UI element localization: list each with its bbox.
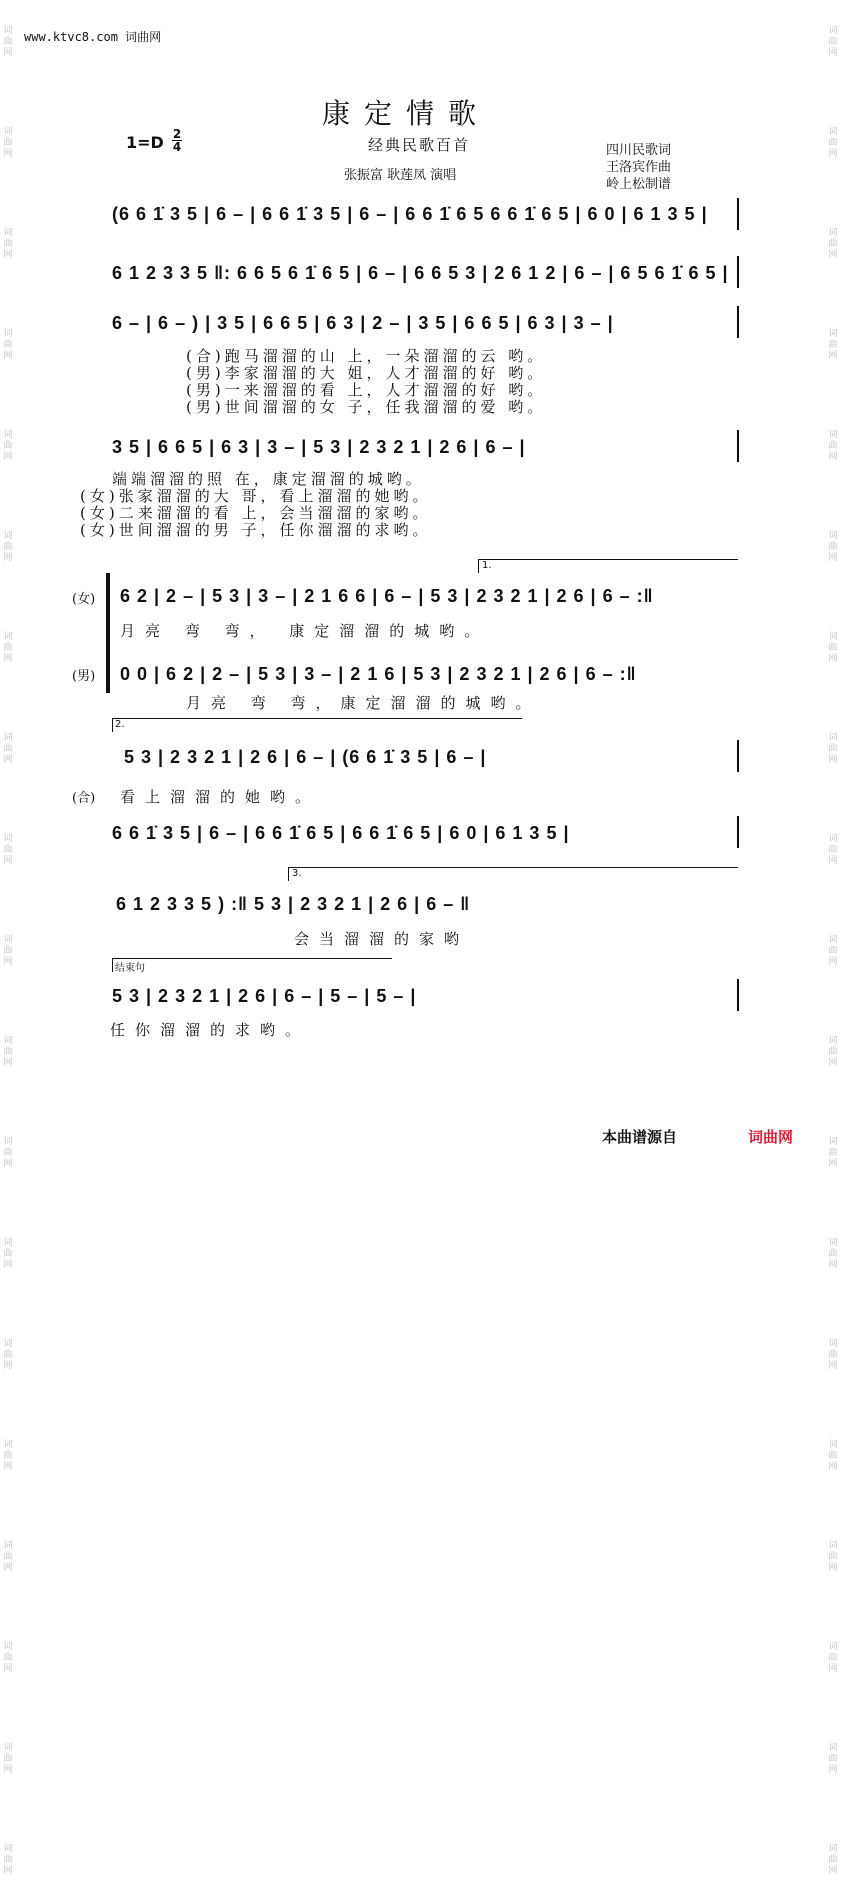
watermark-text: 词 曲 网 [828, 1137, 838, 1169]
watermark-text: 词 曲 网 [828, 127, 838, 159]
watermark-text: 词 曲 网 [3, 1541, 13, 1573]
brand-logo[interactable]: 词曲网 [748, 1129, 794, 1146]
watermark-text: 词 曲 网 [3, 1339, 13, 1371]
volta-bracket-1 [478, 559, 738, 560]
watermark-text: 词 曲 网 [3, 632, 13, 664]
verse-line: (女)张家溜溜的大 哥，看上溜溜的她哟。 [80, 487, 432, 505]
credits [606, 142, 671, 193]
volta-1: 1. [482, 560, 492, 571]
watermark-text: 词 曲 网 [828, 834, 838, 866]
barline [737, 306, 739, 338]
credit-lyrics: 四川民歌词 [606, 143, 672, 158]
watermark-text: 词 曲 网 [3, 329, 13, 361]
volta-bracket-3 [288, 867, 738, 868]
female-lyrics: 月亮 弯 弯， 康定溜溜的城哟。 [120, 622, 490, 640]
volta-2: 2. [115, 719, 125, 730]
female-notes: 6 2 | 2 – | 5 3 | 3 – | 2 1 6 6 | 6 – | 5 3 | 2 3 2 1 | 2 6 | 6 – :‖ [120, 586, 654, 606]
watermark-text: 词 曲 网 [3, 1642, 13, 1674]
watermark-text: 词 曲 网 [828, 1036, 838, 1068]
key-signature [126, 133, 164, 152]
score-line-5: 5 3 | 2 3 2 1 | 2 6 | 6 – | (6 6 1̇ 3 5 | 6 – | [124, 747, 487, 767]
watermark-text: 词 曲 网 [828, 733, 838, 765]
score-line-1: (6 6 1̇ 3 5 | 6 – | 6 6 1̇ 3 5 | 6 – | 6 6 1̇ 6 5 6 6 1̇ 6 5 | 6 0 | 6 1 3 5 | [112, 204, 708, 224]
time-signature [172, 128, 182, 153]
source-label: 本曲谱源自 [602, 1129, 678, 1146]
watermark-text: 词 曲 网 [828, 531, 838, 563]
score-line-6: 6 6 1̇ 3 5 | 6 – | 6 6 1̇ 6 5 | 6 6 1̇ 6 5 | 6 0 | 6 1 3 5 | [112, 823, 570, 843]
watermark-text: 词 曲 网 [828, 1440, 838, 1472]
male-lyrics: 月亮 弯 弯，康定溜溜的城哟。 [186, 694, 541, 712]
credit-composer: 王洛宾作曲 [606, 160, 672, 175]
watermark-text: 词 曲 网 [828, 1642, 838, 1674]
performers: 张振富 耿莲凤 演唱 [344, 168, 457, 183]
male-notes: 0 0 | 6 2 | 2 – | 5 3 | 3 – | 2 1 6 | 5 3 | 2 3 2 1 | 2 6 | 6 – :‖ [120, 664, 637, 684]
watermark-left [1, 0, 15, 1888]
site-url[interactable]: www.ktvc8.com 词曲网 [24, 30, 162, 44]
watermark-text: 词 曲 网 [3, 430, 13, 462]
watermark-text: 词 曲 网 [3, 733, 13, 765]
watermark-text: 词 曲 网 [3, 531, 13, 563]
score-line-3: 6 – | 6 – ) | 3 5 | 6 6 5 | 6 3 | 2 – | 3 5 | 6 6 5 | 6 3 | 3 – | [112, 313, 614, 333]
ending-label: 结束句 [115, 963, 145, 974]
verse-line: (男)世间溜溜的女 子，任我溜溜的爱 哟。 [186, 398, 547, 416]
watermark-text: 词 曲 网 [828, 1238, 838, 1270]
watermark-text: 词 曲 网 [3, 127, 13, 159]
verse-line: (女)世间溜溜的男 子，任你溜溜的求哟。 [80, 521, 432, 539]
lyrics-line-7: 会当溜溜的家哟 [294, 930, 470, 948]
barline [737, 198, 739, 230]
watermark-text: 词 曲 网 [828, 1743, 838, 1775]
lyrics-line-5: 看上溜溜的她哟。 [120, 788, 321, 806]
watermark-text: 词 曲 网 [828, 228, 838, 260]
watermark-text: 词 曲 网 [3, 1238, 13, 1270]
volta-bracket-3-left [288, 867, 289, 881]
watermark-text: 词 曲 网 [828, 1844, 838, 1876]
barline [737, 256, 739, 288]
watermark-text: 词 曲 网 [3, 834, 13, 866]
lyrics-line-8: 任你溜溜的求哟。 [110, 1021, 311, 1039]
score-line-8: 5 3 | 2 3 2 1 | 2 6 | 6 – | 5 – | 5 – | [112, 986, 417, 1006]
volta-3: 3. [292, 868, 302, 879]
volta-bracket-2 [112, 718, 522, 719]
watermark-text: 词 曲 网 [3, 935, 13, 967]
subtitle: 经典民歌百首 [368, 136, 471, 154]
volta-bracket-1-left [478, 559, 479, 573]
score-line-2: 6 1 2 3 3 5 ‖: 6 6 5 6 1̇ 6 5 | 6 – | 6 6 5 3 | 2 6 1 2 | 6 – | 6 5 6 1̇ 6 5 | [112, 263, 729, 283]
score-line-7: 6 1 2 3 3 5 ) :‖ 5 3 | 2 3 2 1 | 2 6 | 6 – ‖ [116, 894, 471, 914]
watermark-text: 词 曲 网 [3, 1844, 13, 1876]
time-top: 2 [172, 127, 182, 141]
watermark-text: 词 曲 网 [828, 1541, 838, 1573]
male-label: (男) [72, 669, 96, 684]
barline [737, 816, 739, 848]
watermark-text: 词 曲 网 [3, 26, 13, 58]
ending-bracket-left [112, 958, 113, 972]
watermark-text: 词 曲 网 [828, 329, 838, 361]
watermark-text: 词 曲 网 [828, 430, 838, 462]
watermark-text: 词 曲 网 [3, 1137, 13, 1169]
ending-bracket [112, 958, 392, 959]
watermark-text: 词 曲 网 [828, 26, 838, 58]
system-bracket [106, 573, 110, 693]
key-text: 1=D [126, 133, 164, 152]
watermark-text: 词 曲 网 [3, 228, 13, 260]
chorus-label: (合) [72, 791, 96, 806]
watermark-text: 词 曲 网 [828, 1339, 838, 1371]
female-label: (女) [72, 592, 96, 607]
barline [737, 430, 739, 462]
volta-bracket-2-left [112, 718, 113, 732]
watermark-text: 词 曲 网 [3, 1440, 13, 1472]
barline [737, 979, 739, 1011]
barline [737, 740, 739, 772]
song-title: 康定情歌 [322, 97, 491, 130]
verse-2-block [80, 471, 431, 539]
verse-line: (男)一来溜溜的看 上，人才溜溜的好 哟。 [186, 381, 547, 399]
verse-line: (男)李家溜溜的大 姐，人才溜溜的好 哟。 [186, 364, 547, 382]
verse-line: 端端溜溜的照 在，康定溜溜的城哟。 [112, 470, 425, 488]
watermark-right [826, 0, 840, 1888]
watermark-text: 词 曲 网 [3, 1743, 13, 1775]
verse-1-block [186, 348, 546, 416]
watermark-text: 词 曲 网 [828, 935, 838, 967]
watermark-text: 词 曲 网 [3, 1036, 13, 1068]
verse-line: (女)二来溜溜的看 上，会当溜溜的家哟。 [80, 504, 432, 522]
credit-arranger: 岭上松制谱 [606, 177, 672, 192]
time-bottom: 4 [172, 140, 182, 154]
watermark-text: 词 曲 网 [828, 632, 838, 664]
score-line-4: 3 5 | 6 6 5 | 6 3 | 3 – | 5 3 | 2 3 2 1 | 2 6 | 6 – | [112, 437, 526, 457]
verse-line: (合)跑马溜溜的山 上，一朵溜溜的云 哟。 [186, 347, 547, 365]
